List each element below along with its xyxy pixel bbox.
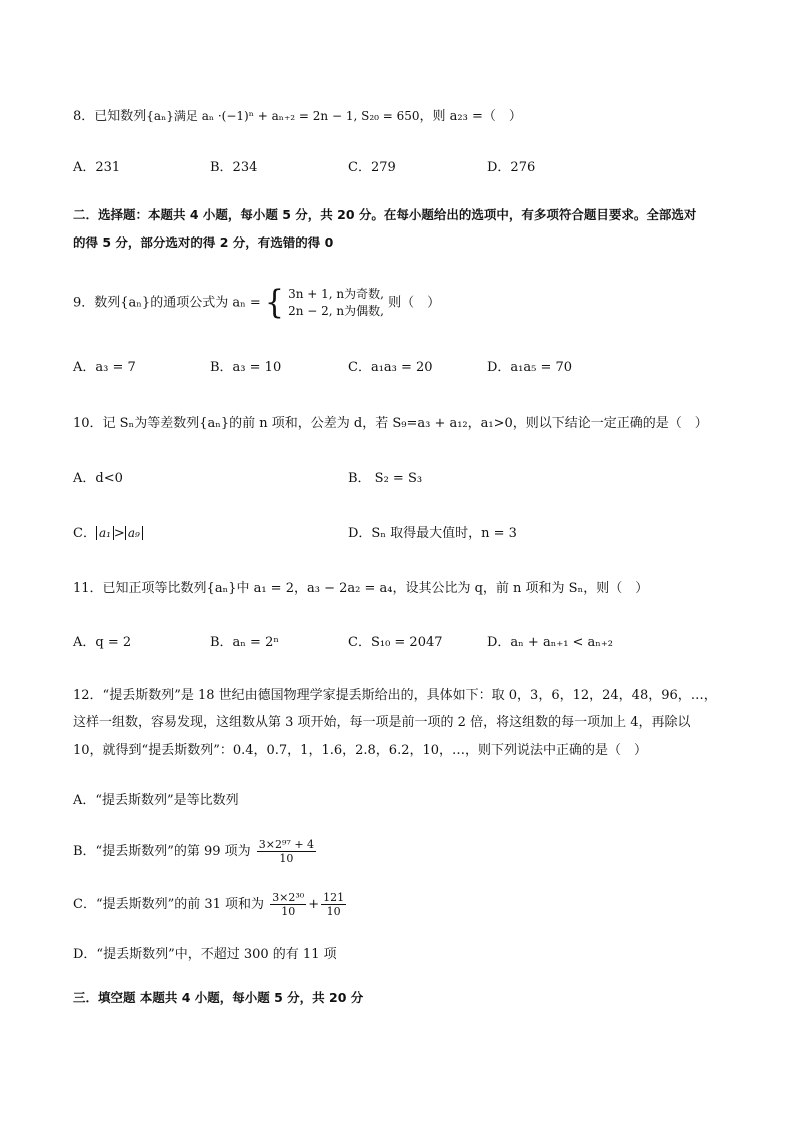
q9-stem (73, 283, 440, 323)
q10-option-c-label: C． (73, 526, 96, 541)
q8-option-b: B．234 (210, 160, 258, 175)
q12-option-b-text: B．“提丢斯数列”的第 99 项为 (73, 844, 251, 859)
q11-option-a: A．q = 2 (73, 635, 132, 650)
q11-option-c: C．S₁₀ = 2047 (348, 635, 443, 650)
fraction-denominator: 10 (326, 905, 341, 918)
q12-option-a: A．“提丢斯数列”是等比数列 (73, 793, 239, 808)
q9-option-b: B．a₃ = 10 (210, 360, 282, 375)
q9-option-a: A．a₃ = 7 (73, 360, 136, 375)
q10-option-c-abs-left: a₁ (96, 526, 114, 540)
q8-stem (73, 108, 522, 125)
q9-piecewise (265, 283, 384, 323)
q12-option-b (73, 835, 318, 869)
q11-option-b: B．aₙ = 2ⁿ (210, 635, 279, 650)
q12-option-d: D．“提丢斯数列”中，不超过 300 的有 11 项 (73, 947, 337, 962)
section2-heading-line2: 的得 5 分，部分选对的得 2 分，有选错的得 0 (73, 235, 334, 250)
q9-option-c: C．a₁a₃ = 20 (348, 360, 433, 375)
q12-stem-line1: 12．“提丢斯数列”是 18 世纪由德国物理学家提丢斯给出的，具体如下：取 0，3，6，12，24，48，96，…， (73, 688, 717, 703)
q10-option-a: A．d<0 (73, 471, 123, 486)
q9-case-even: 2n − 2, n为偶数, (288, 303, 384, 318)
q12-option-b-fraction (257, 838, 316, 865)
q9-cases (288, 286, 384, 320)
fraction-denominator: 10 (279, 852, 294, 865)
q10-option-c (73, 526, 143, 542)
q9-case-odd: 3n + 1, n为奇数, (288, 286, 384, 301)
fraction-denominator: 10 (281, 905, 296, 918)
section2-heading-line1: 二．选择题：本题共 4 小题，每小题 5 分，共 20 分。在每小题给出的选项中，有多项符合题目要求。全部选对 (73, 207, 697, 222)
q12-stem-line2: 这样一组数，容易发现，这组数从第 3 项开始，每一项是前一项的 2 倍，将这组数的每一项加上 4，再除以 (73, 715, 691, 730)
q12-stem-line3: 10，就得到“提丢斯数列”：0.4，0.7，1，1.6，2.8，6.2，10，…，则下列说法中正确的是（ ） (73, 743, 648, 758)
q10-option-b: B． S₂ = S₃ (348, 471, 423, 486)
fraction-numerator: 3×2³⁰ (272, 891, 305, 904)
left-brace-icon: { (264, 282, 284, 322)
q12-option-c-fraction-1 (270, 891, 306, 918)
q8-option-c: C．279 (348, 160, 396, 175)
section3-heading: 三．填空题 本题共 4 小题，每小题 5 分，共 20 分 (73, 990, 364, 1005)
plus-sign: + (308, 897, 320, 912)
q9-suffix: 则（ ） (388, 295, 441, 311)
q12-option-c-fraction-2 (321, 891, 346, 918)
q8-stem-prefix: 8．已知数列 (73, 109, 147, 124)
q12-option-c (73, 888, 348, 922)
q8-option-d: D．276 (487, 160, 536, 175)
q10-option-c-abs-right: a₉ (125, 526, 143, 540)
q8-stem-formula: {aₙ}满足 aₙ ·(−1)ⁿ + aₙ₊₂ = 2n − 1, S₂₀ = 650 (146, 109, 420, 123)
q8-stem-suffix: ，则 a₂₃ =（ ） (419, 109, 522, 124)
q10-option-d: D．Sₙ 取得最大值时，n = 3 (348, 526, 517, 541)
q10-option-c-gt: > (113, 526, 125, 541)
q9-option-d: D．a₁a₅ = 70 (487, 360, 573, 375)
q10-stem: 10．记 Sₙ为等差数列{aₙ}的前 n 项和，公差为 d，若 S₉=a₃ + a₁₂，a₁>0，则以下结论一定正确的是（ ） (73, 416, 708, 431)
q12-option-c-text: C．“提丢斯数列”的前 31 项和为 (73, 897, 265, 912)
fraction-numerator: 121 (323, 891, 345, 904)
q11-stem: 11．已知正项等比数列{aₙ}中 a₁ = 2，a₃ − 2a₂ = a₄，设其公比为 q，前 n 项和为 Sₙ，则（ ） (73, 581, 649, 596)
q11-option-d: D．aₙ + aₙ₊₁ < aₙ₊₂ (487, 635, 614, 650)
q8-option-a: A．231 (73, 160, 121, 175)
fraction-numerator: 3×2⁹⁷ + 4 (258, 838, 315, 851)
q9-prefix: 9．数列{aₙ}的通项公式为 aₙ = (73, 295, 261, 311)
